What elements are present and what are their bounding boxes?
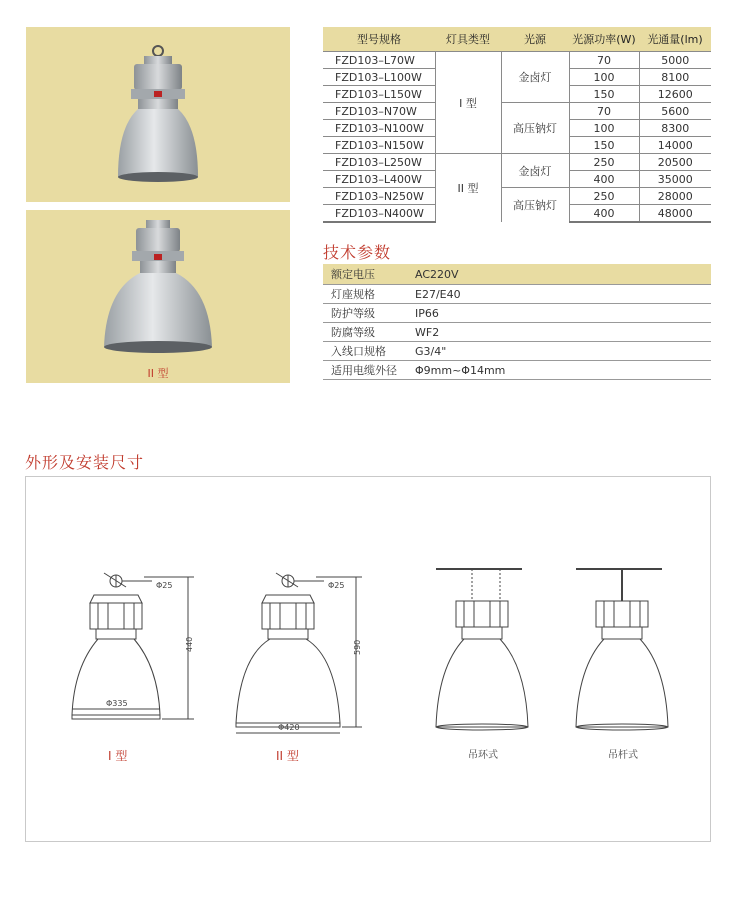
type1-ring-dim: Φ25 [156,581,173,590]
header-power: 光源功率(W) [569,27,639,52]
model-cell: FZD103–N250W [323,188,435,205]
flux-cell: 48000 [639,205,711,223]
param-row [323,304,711,323]
param-label: 灯座规格 [323,285,407,304]
flux-cell: 8300 [639,120,711,137]
power-cell: 150 [569,86,639,103]
param-value: IP66 [407,304,711,323]
power-cell: 100 [569,69,639,86]
type1-drawing-caption: I 型 [108,749,128,763]
flux-cell: 12600 [639,86,711,103]
header-lamp-type: 灯具类型 [435,27,501,52]
table-row [323,52,711,69]
table-row [323,188,711,205]
type1-width-dim: Φ335 [106,699,128,708]
flux-cell: 20500 [639,154,711,171]
spec-table [323,27,711,223]
dimension-svg [26,477,710,841]
flux-cell: 5600 [639,103,711,120]
model-cell: FZD103–L70W [323,52,435,69]
light-source-cell: 高压钠灯 [501,103,569,154]
ring-mount-caption: 吊环式 [468,750,498,761]
param-row [323,264,711,285]
flux-cell: 28000 [639,188,711,205]
tech-params-title: 技术参数 [323,243,392,262]
power-cell: 250 [569,188,639,205]
param-label: 适用电缆外径 [323,361,407,380]
flux-cell: 35000 [639,171,711,188]
dimensions-title: 外形及安装尺寸 [25,453,145,472]
param-row [323,342,711,361]
type2-width-dim: Φ420 [278,723,300,732]
product-photo-type2 [26,210,290,383]
power-cell: 400 [569,205,639,223]
type1-height-dim: 440 [185,636,194,652]
param-label: 额定电压 [323,264,407,285]
flux-cell: 5000 [639,52,711,69]
param-row [323,285,711,304]
model-cell: FZD103–N400W [323,205,435,223]
drawing-type2 [236,573,362,733]
lamp-type-cell: I 型 [435,52,501,154]
power-cell: 400 [569,171,639,188]
lamp-photo-type2 [26,210,290,383]
product-photo-type1 [26,27,290,202]
power-cell: 70 [569,52,639,69]
param-label: 防护等级 [323,304,407,323]
model-cell: FZD103–L400W [323,171,435,188]
power-cell: 70 [569,103,639,120]
param-value: E27/E40 [407,285,711,304]
model-cell: FZD103–L100W [323,69,435,86]
type2-caption: II 型 [147,367,169,380]
param-label: 防腐等级 [323,323,407,342]
model-cell: FZD103–N150W [323,137,435,154]
header-light-source: 光源 [501,27,569,52]
type2-height-dim: 590 [353,639,362,655]
power-cell: 100 [569,120,639,137]
param-value: AC220V [407,264,711,285]
light-source-cell: 高压钠灯 [501,188,569,223]
drawing-type1 [72,573,194,719]
model-cell: FZD103–L150W [323,86,435,103]
light-source-cell: 金卤灯 [501,154,569,188]
type2-ring-dim: Φ25 [328,581,345,590]
header-model: 型号规格 [323,27,435,52]
model-cell: FZD103–N70W [323,103,435,120]
header-flux: 光通量(lm) [639,27,711,52]
drawing-rod-mount [576,569,668,730]
flux-cell: 8100 [639,69,711,86]
dimension-drawings [25,476,711,842]
param-label: 入线口规格 [323,342,407,361]
power-cell: 250 [569,154,639,171]
drawing-ring-mount [436,569,528,730]
power-cell: 150 [569,137,639,154]
model-cell: FZD103–L250W [323,154,435,171]
flux-cell: 14000 [639,137,711,154]
table-row [323,154,711,171]
param-value: Φ9mm~Φ14mm [407,361,711,380]
param-row [323,361,711,380]
param-row [323,323,711,342]
param-value: G3/4" [407,342,711,361]
type2-drawing-caption: II 型 [276,749,299,763]
light-source-cell: 金卤灯 [501,52,569,103]
lamp-type-cell: II 型 [435,154,501,223]
param-value: WF2 [407,323,711,342]
model-cell: FZD103–N100W [323,120,435,137]
lamp-photo-type1 [26,27,290,202]
rod-mount-caption: 吊杆式 [608,750,638,761]
spec-table-header [323,27,711,52]
tech-params-table [323,264,711,380]
table-row [323,103,711,120]
